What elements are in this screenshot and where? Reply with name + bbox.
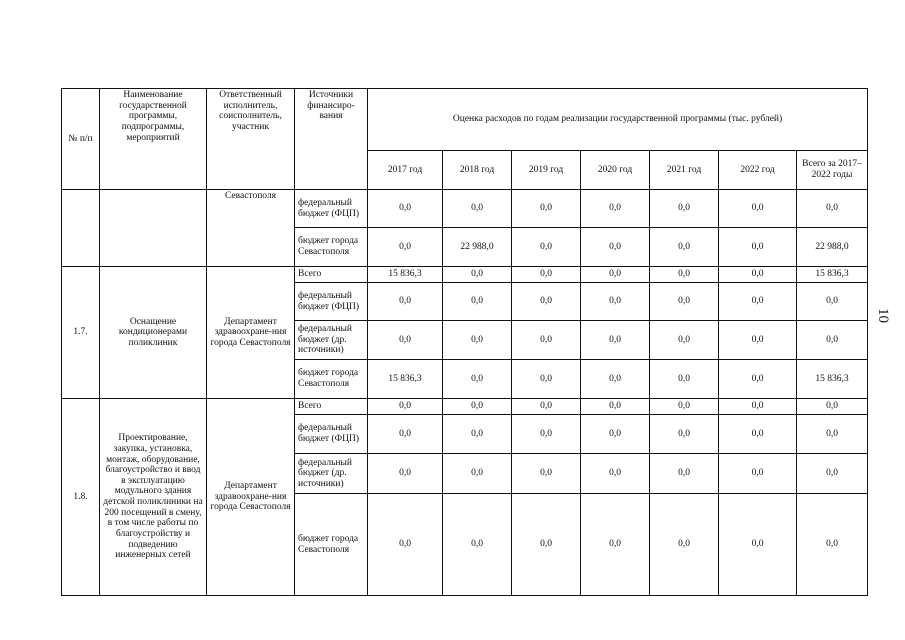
value-cell: 0,0 [719, 267, 797, 283]
value-total: 0,0 [797, 454, 868, 494]
value-cell: 0,0 [512, 360, 581, 399]
value-total: 0,0 [797, 399, 868, 415]
value-cell: 0,0 [581, 399, 650, 415]
header-year-2022: 2022 год [719, 151, 797, 190]
value-cell: 0,0 [719, 228, 797, 267]
value-cell: 0,0 [512, 321, 581, 360]
header-year-2017: 2017 год [368, 151, 443, 190]
value-total: 0,0 [797, 283, 868, 321]
value-cell: 0,0 [443, 454, 512, 494]
value-cell: 0,0 [512, 190, 581, 228]
value-cell: 0,0 [443, 494, 512, 596]
value-cell: 0,0 [581, 283, 650, 321]
value-cell: 0,0 [581, 321, 650, 360]
value-cell: 0,0 [512, 399, 581, 415]
value-cell: 15 836,3 [368, 360, 443, 399]
value-cell: 0,0 [368, 454, 443, 494]
value-cell: 0,0 [581, 454, 650, 494]
value-total: 15 836,3 [797, 360, 868, 399]
row-num: 1.7. [62, 267, 100, 399]
value-cell: 0,0 [719, 454, 797, 494]
value-cell: 0,0 [650, 454, 719, 494]
header-year-2021: 2021 год [650, 151, 719, 190]
value-cell: 0,0 [512, 267, 581, 283]
value-total: 0,0 [797, 190, 868, 228]
value-total: 22 988,0 [797, 228, 868, 267]
header-estimate: Оценка расходов по годам реализации государственной программы (тыс. рублей) [368, 89, 868, 151]
value-cell: 0,0 [368, 228, 443, 267]
row-executor: Департамент здравоохране-ния города Севастополя [207, 267, 295, 399]
row-source: федеральный бюджет (др. источники) [295, 321, 368, 360]
value-cell: 0,0 [650, 321, 719, 360]
value-total: 15 836,3 [797, 267, 868, 283]
value-cell: 0,0 [368, 399, 443, 415]
value-cell: 0,0 [512, 494, 581, 596]
value-cell: 0,0 [368, 415, 443, 454]
value-cell: 0,0 [512, 415, 581, 454]
value-cell: 0,0 [368, 190, 443, 228]
budget-table [61, 88, 868, 596]
row-source: Всего [295, 399, 368, 415]
value-cell: 0,0 [650, 228, 719, 267]
value-cell: 0,0 [719, 494, 797, 596]
row-num: 1.8. [62, 399, 100, 596]
value-cell: 0,0 [719, 360, 797, 399]
row-name: Проектирование, закупка, установка, монтаж, оборудование, благоустройство и ввод в эксплуатацию модульного здания детской поликлиники на 200 посещений в смену, в том числе работы по благоустройству и подведению инженерных сетей [100, 399, 207, 596]
value-cell: 22 988,0 [443, 228, 512, 267]
value-cell: 0,0 [581, 415, 650, 454]
value-cell: 0,0 [368, 494, 443, 596]
row-num [62, 190, 100, 267]
value-cell: 0,0 [581, 360, 650, 399]
value-cell: 0,0 [719, 415, 797, 454]
value-cell: 0,0 [443, 283, 512, 321]
value-cell: 0,0 [650, 190, 719, 228]
row-source: Всего [295, 267, 368, 283]
value-cell: 0,0 [443, 321, 512, 360]
header-year-2018: 2018 год [443, 151, 512, 190]
value-cell: 0,0 [719, 321, 797, 360]
value-cell: 0,0 [443, 399, 512, 415]
row-source: федеральный бюджет (ФЦП) [295, 190, 368, 228]
value-cell: 0,0 [650, 283, 719, 321]
row-source: федеральный бюджет (др. источники) [295, 454, 368, 494]
header-year-2019: 2019 год [512, 151, 581, 190]
value-cell: 0,0 [650, 399, 719, 415]
table-row [62, 190, 868, 228]
row-executor: Севастополя [207, 190, 295, 267]
table-row [62, 267, 868, 283]
page-number: 10 [875, 308, 891, 323]
header-total: Всего за 2017–2022 годы [797, 151, 868, 190]
row-executor: Департамент здравоохране-ния города Севастополя [207, 399, 295, 596]
row-name [100, 190, 207, 267]
value-cell: 0,0 [443, 267, 512, 283]
table-row [62, 399, 868, 415]
row-source: бюджет города Севастополя [295, 228, 368, 267]
value-cell: 0,0 [512, 454, 581, 494]
value-cell: 0,0 [581, 494, 650, 596]
value-cell: 0,0 [512, 283, 581, 321]
value-cell: 0,0 [650, 360, 719, 399]
header-num: № п/п [62, 89, 100, 190]
value-total: 0,0 [797, 415, 868, 454]
value-cell: 0,0 [443, 360, 512, 399]
value-cell: 0,0 [581, 190, 650, 228]
row-name: Оснащение кондиционерами поликлиник [100, 267, 207, 399]
value-cell: 0,0 [512, 228, 581, 267]
value-cell: 15 836,3 [368, 267, 443, 283]
value-cell: 0,0 [581, 228, 650, 267]
value-cell: 0,0 [650, 415, 719, 454]
value-cell: 0,0 [719, 399, 797, 415]
value-cell: 0,0 [650, 494, 719, 596]
row-source: бюджет города Севастополя [295, 360, 368, 399]
value-total: 0,0 [797, 494, 868, 596]
row-source: федеральный бюджет (ФЦП) [295, 415, 368, 454]
value-cell: 0,0 [368, 321, 443, 360]
row-source: федеральный бюджет (ФЦП) [295, 283, 368, 321]
header-name: Наименование государственной программы, подпрограммы, мероприятий [100, 89, 207, 190]
value-cell: 0,0 [368, 283, 443, 321]
value-cell: 0,0 [443, 415, 512, 454]
value-cell: 0,0 [650, 267, 719, 283]
value-cell: 0,0 [719, 190, 797, 228]
header-executor: Ответственный исполнитель, соисполнитель, участник [207, 89, 295, 190]
value-cell: 0,0 [719, 283, 797, 321]
header-sources: Источники финансиро-вания [295, 89, 368, 190]
value-cell: 0,0 [581, 267, 650, 283]
row-source: бюджет города Севастополя [295, 494, 368, 596]
header-year-2020: 2020 год [581, 151, 650, 190]
value-cell: 0,0 [443, 190, 512, 228]
value-total: 0,0 [797, 321, 868, 360]
